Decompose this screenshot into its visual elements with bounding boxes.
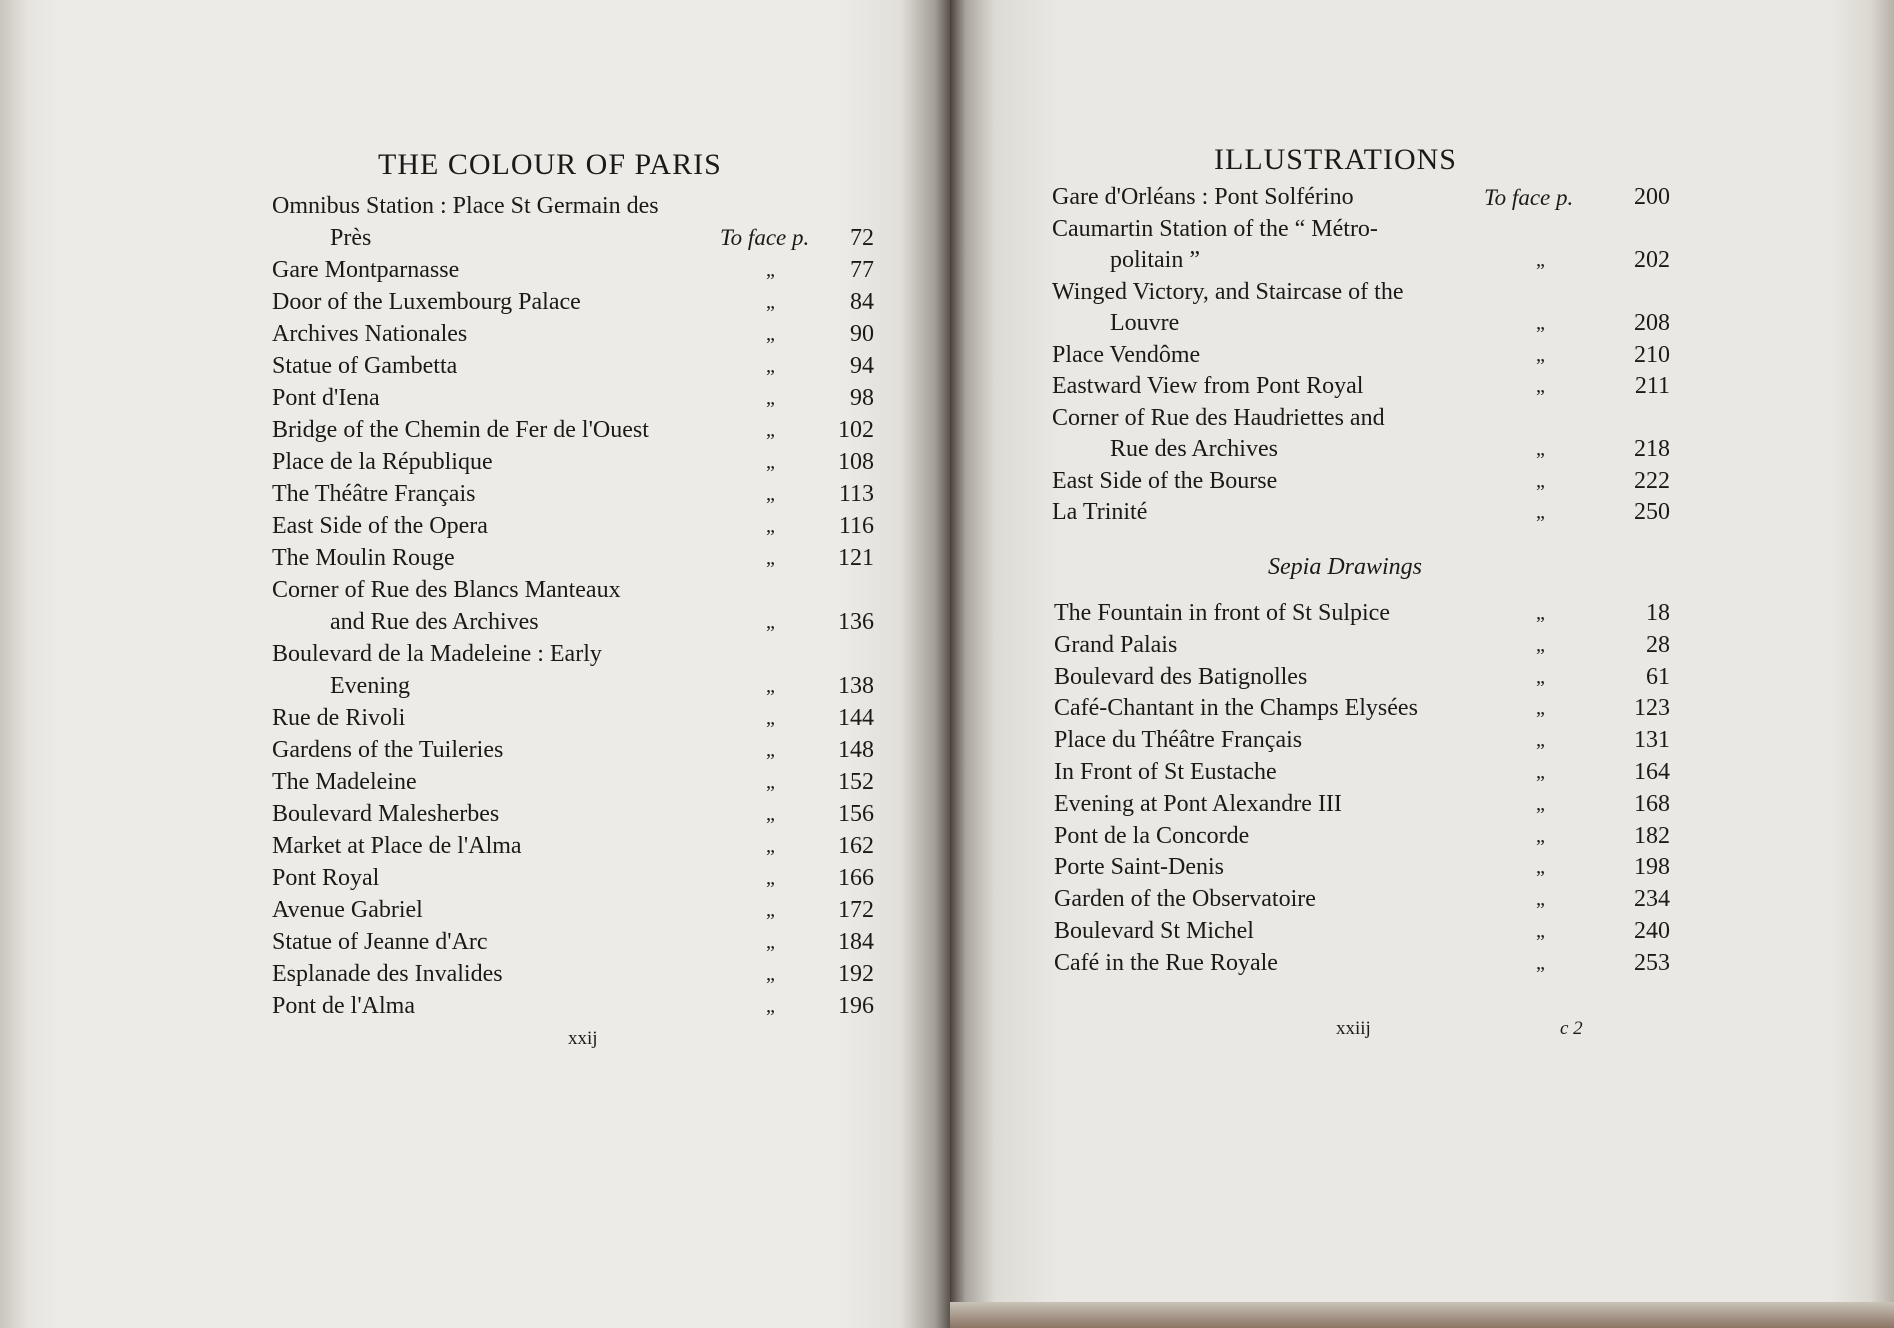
book-edge [950,1302,1894,1328]
list-item [272,478,872,510]
list-item [1054,693,1670,725]
entry-title: Gare d'Orléans : Pont Solférino [1052,184,1354,210]
list-item [272,926,872,958]
list-item [272,862,872,894]
entry-title: Corner of Rue des Blancs Manteaux [272,577,621,603]
entry-title: Caumartin Station of the “ Métro- [1052,215,1378,242]
list-item [1054,662,1670,694]
page-number: 131 [1634,727,1670,754]
list-item [1052,214,1670,277]
list-item [272,830,872,862]
page-number: 198 [1634,854,1670,881]
ditto-mark: „ [1536,951,1545,974]
list-item [272,958,872,990]
entry-title: La Trinité [1052,499,1148,525]
right-page [950,0,1894,1328]
list-item [272,638,872,702]
entry-title: and Rue des Archives [330,609,539,635]
page-number: 166 [838,865,874,891]
list-item [272,382,872,414]
page-number: 164 [1634,758,1670,785]
list-item [272,510,872,542]
entry-title: Omnibus Station : Place St Germain des [272,193,659,219]
ditto-mark: „ [766,739,775,761]
ditto-mark: „ [1536,729,1545,752]
list-item [1054,757,1670,789]
entry-title: The Moulin Rouge [272,545,455,571]
page-number: 84 [850,289,874,315]
ditto-mark: „ [766,515,775,537]
ditto-mark: „ [1536,824,1545,847]
entry-title: Place du Théâtre Français [1054,727,1303,754]
page-number: 121 [838,545,874,571]
entry-title: Place de la République [272,449,493,475]
page-number: 182 [1634,822,1670,849]
ditto-mark: „ [1536,856,1545,879]
entry-title: Café-Chantant in the Champs Elysées [1054,695,1418,722]
entry-title: Rue des Archives [1110,436,1278,462]
ditto-mark: „ [1536,665,1545,688]
page-number: 108 [838,449,874,475]
list-item [272,574,872,638]
page-number: 200 [1634,184,1670,210]
list-item [272,350,872,382]
ditto-mark: „ [766,259,775,281]
list-item [1052,277,1670,340]
list-item [1052,466,1670,498]
ditto-mark: „ [1536,501,1545,523]
right-running-head: ILLUSTRATIONS [1214,143,1457,176]
page-number: 98 [850,385,874,411]
list-item [1054,948,1670,980]
to-face-label: To face p. [720,225,810,250]
signature-mark: c 2 [1560,1018,1583,1039]
page-number: 113 [838,481,874,507]
list-item [272,990,872,1022]
ditto-mark: „ [1536,312,1545,334]
entry-title: The Théâtre Français [272,481,476,507]
entry-title: In Front of St Eustache [1054,758,1277,785]
page-number: 72 [850,225,874,251]
list-item [272,798,872,830]
page-number: 172 [838,897,874,923]
entry-title: Boulevard St Michel [1054,917,1254,944]
entry-title: Porte Saint-Denis [1054,854,1224,881]
page-number: 192 [838,961,874,987]
list-item [1054,821,1670,853]
right-folio: xxiij [1336,1018,1371,1039]
ditto-mark: „ [1536,375,1545,397]
entry-title: Statue of Jeanne d'Arc [272,929,488,955]
list-item [1052,371,1670,403]
list-item [1054,789,1670,821]
page-number: 123 [1634,695,1670,722]
entry-title: Gardens of the Tuileries [272,737,504,763]
list-item [272,286,872,318]
list-item [272,542,872,574]
ditto-mark: „ [766,419,775,441]
sepia-drawings-heading: Sepia Drawings [1268,554,1423,580]
ditto-mark: „ [1536,602,1545,624]
page-number: 234 [1634,886,1670,913]
entry-title: Boulevard des Batignolles [1054,663,1308,690]
entry-title: Esplanade des Invalides [272,961,503,987]
page-number: 144 [838,705,874,731]
page-number: 240 [1634,917,1670,944]
list-item [272,446,872,478]
left-folio: xxij [568,1028,598,1049]
entry-title: Archives Nationales [272,321,468,347]
entry-title: Café in the Rue Royale [1054,949,1278,976]
entry-title: Pont Royal [272,865,380,891]
page-number: 162 [838,833,874,859]
ditto-mark: „ [1536,792,1545,815]
page-number: 61 [1646,663,1670,690]
ditto-mark: „ [766,931,775,953]
entry-title: Gare Montparnasse [272,257,460,283]
entry-title: Evening [330,673,410,699]
page-number: 218 [1634,436,1670,462]
entry-title: Rue de Rivoli [272,705,406,731]
ditto-mark: „ [1536,249,1545,271]
list-item [272,702,872,734]
page-number: 18 [1646,600,1670,626]
entry-title: Pont de l'Alma [272,993,415,1019]
list-item [1054,916,1670,948]
page-number: 210 [1634,341,1670,368]
sepia-illustration-list [1054,598,1670,980]
entry-title: East Side of the Bourse [1052,467,1278,494]
ditto-mark: „ [766,867,775,889]
page-number: 77 [850,257,874,283]
ditto-mark: „ [766,451,775,473]
page-number: 196 [838,993,874,1019]
entry-title: Boulevard de la Madeleine : Early [272,641,602,667]
page-number: 94 [850,353,874,379]
page-number: 90 [850,321,874,347]
page-number: 208 [1634,310,1670,336]
entry-title: Place Vendôme [1052,341,1201,368]
entry-title: Pont de la Concorde [1054,822,1250,849]
page-number: 152 [838,769,874,795]
page-number: 148 [838,737,874,763]
page-number: 116 [838,513,874,539]
entry-title: Boulevard Malesherbes [272,801,500,827]
entry-title: Corner of Rue des Haudriettes and [1052,404,1385,431]
ditto-mark: „ [1536,697,1545,720]
ditto-mark: „ [1536,760,1545,783]
list-item [1054,630,1670,662]
ditto-mark: „ [766,675,775,697]
entry-title: Louvre [1110,310,1180,336]
entry-title: Winged Victory, and Staircase of the [1052,278,1404,305]
entry-title: Pont d'Iena [272,385,380,411]
page-number: 156 [838,801,874,827]
list-item [1052,182,1670,214]
page-number: 202 [1634,247,1670,273]
ditto-mark: „ [766,835,775,857]
list-item [1052,497,1670,529]
ditto-mark: „ [766,963,775,985]
ditto-mark: „ [766,291,775,313]
page-number: 136 [838,609,874,635]
list-item [1054,884,1670,916]
ditto-mark: „ [766,611,775,633]
ditto-mark: „ [1536,888,1545,911]
entry-title: East Side of the Opera [272,513,488,539]
list-item [272,894,872,926]
ditto-mark: „ [766,547,775,569]
page-number: 211 [1634,373,1670,399]
entry-title: Garden of the Observatoire [1054,886,1316,913]
list-item [1052,340,1670,372]
list-item [272,254,872,286]
page-number: 102 [838,417,874,443]
list-item [1054,598,1670,630]
entry-title: Market at Place de l'Alma [272,833,522,859]
ditto-mark: „ [1536,343,1545,366]
ditto-mark: „ [766,355,775,377]
right-illustration-list [1052,182,1670,529]
ditto-mark: „ [1536,633,1545,656]
list-item [272,414,872,446]
ditto-mark: „ [766,995,775,1017]
to-face-label: To face p. [1484,185,1574,210]
page-number: 138 [838,673,874,699]
ditto-mark: „ [1536,919,1545,942]
left-running-head: THE COLOUR OF PARIS [378,148,722,181]
ditto-mark: „ [1536,469,1545,492]
entry-title: Evening at Pont Alexandre III [1054,790,1342,817]
ditto-mark: „ [766,483,775,505]
page-number: 222 [1634,467,1670,494]
ditto-mark: „ [1536,438,1545,460]
list-item [272,734,872,766]
ditto-mark: „ [766,771,775,793]
entry-title: Grand Palais [1054,631,1178,658]
ditto-mark: „ [766,803,775,825]
ditto-mark: „ [766,387,775,409]
left-illustration-list [272,190,872,1022]
entry-title: The Fountain in front of St Sulpice [1054,600,1390,626]
ditto-mark: „ [766,323,775,345]
ditto-mark: „ [766,899,775,921]
page-number: 253 [1634,949,1670,976]
entry-title: Près [330,225,372,251]
entry-title: Eastward View from Pont Royal [1052,373,1364,399]
list-item [1054,725,1670,757]
page-number: 250 [1634,499,1670,525]
ditto-mark: „ [766,707,775,729]
entry-title: The Madeleine [272,769,417,795]
list-item [1052,403,1670,466]
page-number: 28 [1646,631,1670,658]
list-item [272,766,872,798]
page-number: 184 [838,929,874,955]
entry-title: Statue of Gambetta [272,353,458,379]
entry-title: Avenue Gabriel [272,897,423,923]
list-item [272,318,872,350]
entry-title: Bridge of the Chemin de Fer de l'Ouest [272,417,649,443]
entry-title: politain ” [1110,247,1200,273]
page-number: 168 [1634,790,1670,817]
list-item [272,190,872,254]
list-item [1054,852,1670,884]
entry-title: Door of the Luxembourg Palace [272,289,581,315]
